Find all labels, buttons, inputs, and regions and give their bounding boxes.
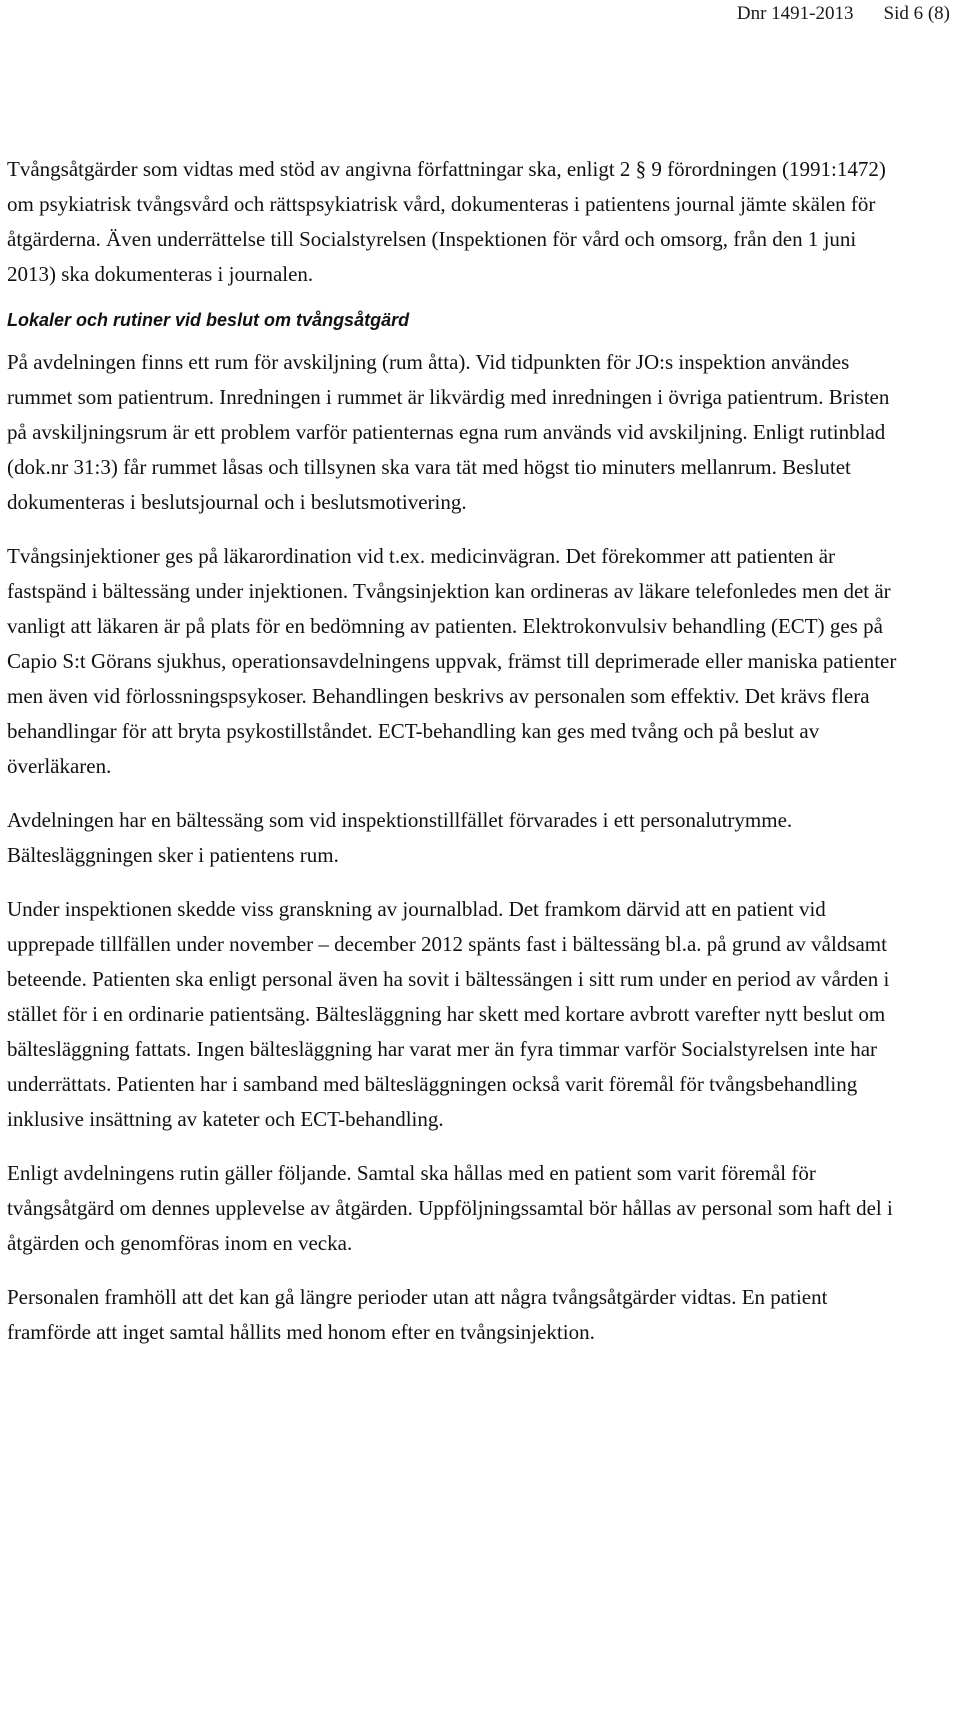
paragraph-staff-statements: Personalen framhöll att det kan gå längre perioder utan att några tvångsåtgärder vidtas. En patient framförde att inget samtal hållits med honom efter en tvångsinjektion.: [7, 1285, 828, 1344]
paragraph-seclusion-room: På avdelningen finns ett rum för avskiljning (rum åtta). Vid tidpunkten för JO:s inspektion användes rummet som patientrum. Inredningen i rummet är likvärdig med inredningen i övriga patientrum. Bristen på avskiljningsrum är ett problem varför patienternas egna rum används vid avskiljning. Enligt rutinblad (dok.nr 31:3) får rummet låsas och tillsynen ska vara tät med högst tio minuters mellanrum. Beslutet dokumenteras i beslutsjournal och i beslutsmotivering.: [7, 350, 890, 514]
paragraph-forced-injections: Tvångsinjektioner ges på läkarordination vid t.ex. medicinvägran. Det förekommer att patienten är fastspänd i bältessäng under injektionen. Tvångsinjektion kan ordineras av läkare telefonledes men det är vanligt att läkaren är på plats för en bedömning av patienten. Elektrokonvulsiv behandling (ECT) ges på Capio S:t Görans sjukhus, operationsavdelningens uppvak, främst till deprimerade eller maniska patienter men även vid förlossningspsykoser. Behandlingen beskrivs av personalen som effektiv. Det krävs flera behandlingar för att bryta psykostillståndet. ECT-behandling kan ges med tvång och på beslut av överläkaren.: [7, 544, 897, 778]
page-indicator: Sid 6 (8): [883, 3, 950, 24]
diarienummer: Dnr 1491-2013: [736, 3, 854, 24]
paragraph-follow-up-routine: Enligt avdelningens rutin gäller följande. Samtal ska hållas med en patient som varit föremål för tvångsåtgärd om dennes upplevelse av åtgärden. Uppföljningssamtal bör hållas av personal som haft del i åtgärden och genomföras inom en vecka.: [7, 1161, 893, 1255]
paragraph-restraint-bed: Avdelningen har en bältessäng som vid inspektionstillfället förvarades i ett personalutrymme. Bältesläggningen sker i patientens rum.: [7, 808, 793, 867]
document-body: [7, 152, 897, 1350]
page-header: [737, 2, 950, 26]
paragraph-journal-review: Under inspektionen skedde viss granskning av journalblad. Det framkom därvid att en patient vid upprepade tillfällen under november – december 2012 spänts fast i bältessäng bl.a. på grund av våldsamt beteende. Patienten ska enligt personal även ha sovit i bältessängen i sitt rum under en period av vården i stället för i en ordinarie patientsäng. Bältesläggning har skett med kortare avbrott varefter nytt beslut om bältesläggning fattats. Ingen bältesläggning har varat mer än fyra timmar varför Socialstyrelsen inte har underrättats. Patienten har i samband med bältesläggningen också varit föremål för tvångsbehandling inklusive insättning av kateter och ECT-behandling.: [7, 897, 890, 1131]
section-heading: Lokaler och rutiner vid beslut om tvångsåtgärd: [7, 310, 410, 330]
paragraph-documentation-requirement: Tvångsåtgärder som vidtas med stöd av angivna författningar ska, enligt 2 § 9 förordningen (1991:1472) om psykiatrisk tvångsvård och rättspsykiatrisk vård, dokumenteras i patientens journal jämte skälen för åtgärderna. Även underrättelse till Socialstyrelsen (Inspektionen för vård och omsorg, från den 1 juni 2013) ska dokumenteras i journalen.: [7, 157, 886, 286]
